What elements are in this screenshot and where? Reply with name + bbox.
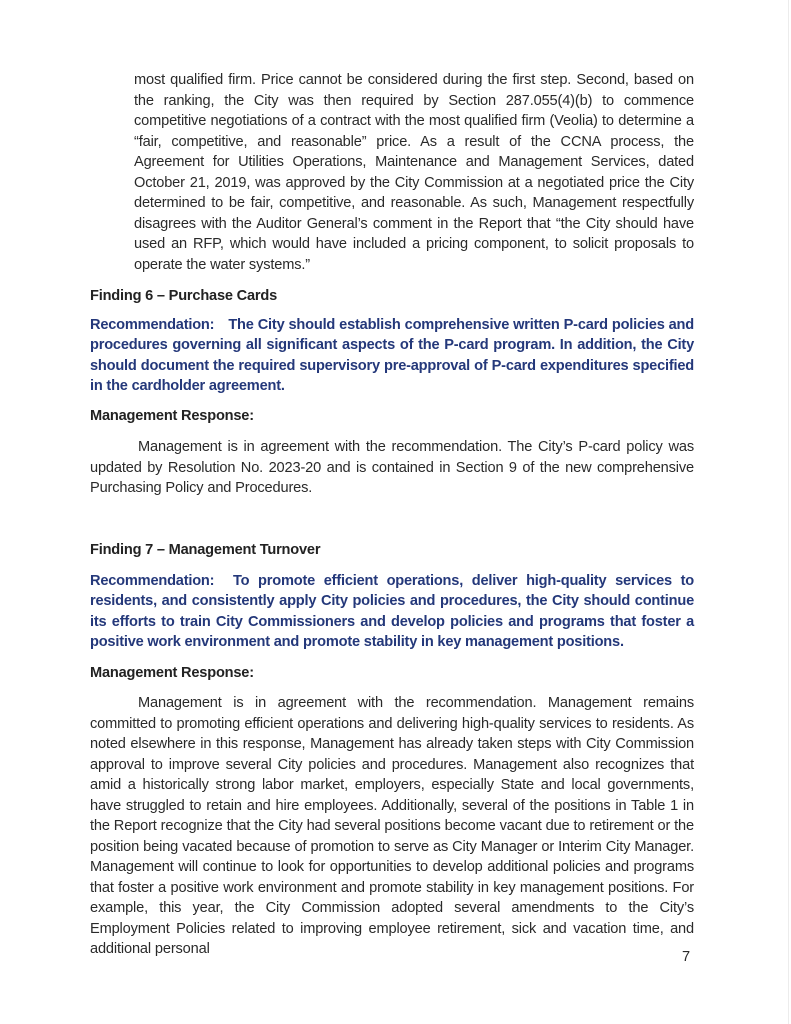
finding-7-response-text: Management is in agreement with the recommendation. Management remains committed to promoting efficient operations and delivering high-quality services to residents. As noted elsewhere in this response, Management has already taken steps with City Commission approval to improve several City policies and procedures. Management also recognizes that amid a historically strong labor market, employers, especially State and local governments, have struggled to retain and hire employees. Additionally, several of the positions in Table 1 in the Report recognize that the City had several positions become vacant due to retirement or the position being vacated because of promotion to serve as City Manager or Interim City Manager. Management will continue to look for opportunities to develop additional policies and programs that foster a positive work environment and promote stability in key management positions. For example, this year, the City Commission adopted several amendments to the City’s Employment Policies related to improving employee retirement, sick and vacation time, and additional personal xyxy=(90,695,694,957)
intro-paragraph: most qualified firm. Price cannot be considered during the first step. Second, based on the ranking, the City was then required by Section 287.055(4)(b) to commence competitive negotiations of a contract with the most qualified firm (Veolia) to determine a “fair, competitive, and reasonable” price. As a result of the CCNA process, the Agreement for Utilities Operations, Maintenance and Management Services, dated October 21, 2019, was approved by the City Commission at a negotiated price the City determined to be fair, competitive, and reasonable. As such, Management respectfully disagrees with the Auditor General’s comment in the Report that “the City should have used an RFP, which would have included a pricing component, to solicit proposals to operate the water systems.” xyxy=(134,72,694,273)
finding-7-recommendation xyxy=(90,571,694,652)
finding-6-recommendation xyxy=(90,315,694,396)
recommendation-text: To promote efficient operations, deliver high-quality services to residents, and consistently apply City policies and procedures, the City should continue its efforts to train City Commissioners and develop policies and programs that foster a positive work environment and promote stability in key management positions. xyxy=(90,573,694,650)
recommendation-text: The City should establish comprehensive written P-card policies and procedures governing all significant aspects of the P-card program. In addition, the City should document the required supervisory pre-approval of P-card expenditures specified in the cardholder agreement. xyxy=(90,317,694,394)
recommendation-label: Recommendation: xyxy=(90,317,215,333)
finding-6-response-label: Management Response: xyxy=(90,408,254,424)
finding-7-response-label: Management Response: xyxy=(90,665,254,681)
finding-7-heading: Finding 7 – Management Turnover xyxy=(90,542,321,558)
recommendation-label: Recommendation: xyxy=(90,573,215,589)
page-number: 7 xyxy=(682,949,691,965)
finding-6-heading: Finding 6 – Purchase Cards xyxy=(90,288,278,304)
finding-6-response-text: Management is in agreement with the recommendation. The City’s P-card policy was updated by Resolution No. 2023-20 and is contained in Section 9 of the new comprehensive Purchasing Policy and Procedures. xyxy=(90,439,694,496)
scan-edge-line xyxy=(788,0,789,1024)
